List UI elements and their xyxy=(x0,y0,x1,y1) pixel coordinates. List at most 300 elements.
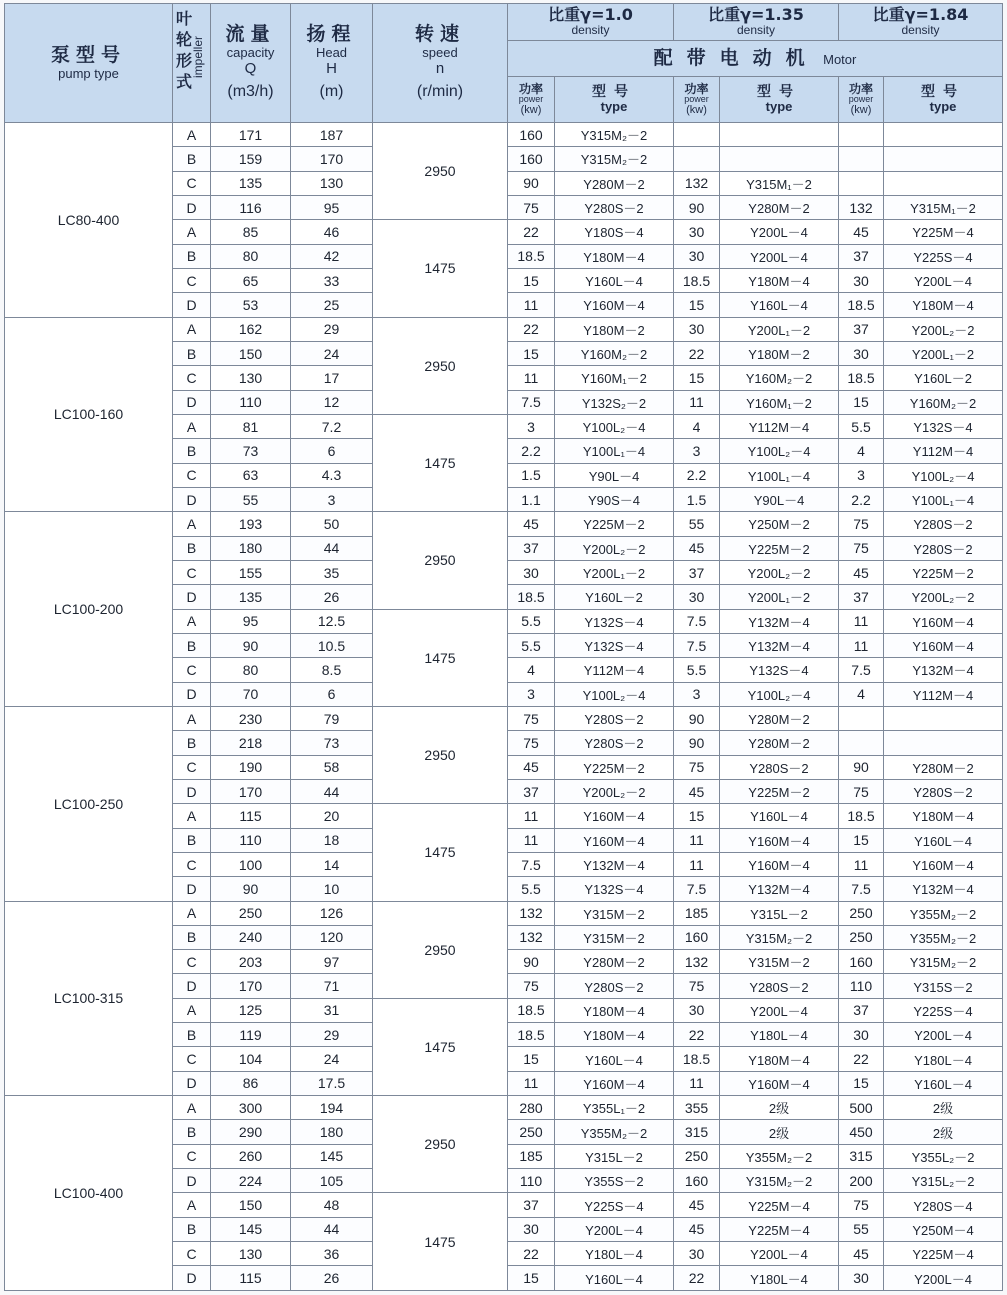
power-g3-cell xyxy=(839,147,884,171)
type-g1-cell: Y355L₁－2 xyxy=(555,1096,674,1120)
power-g3-cell: 30 xyxy=(839,1266,884,1291)
type-g3-cell: Y315L₂－2 xyxy=(884,1169,1003,1193)
type-g1-cell: Y280S－2 xyxy=(555,974,674,998)
speed-cell: 2950 xyxy=(373,901,508,998)
power-g3-cell: 15 xyxy=(839,828,884,852)
type-g2-cell: Y200L₂－2 xyxy=(720,560,839,584)
power-g3-cell: 110 xyxy=(839,974,884,998)
type-g2-cell: Y280M－2 xyxy=(720,706,839,730)
head-cell: 130 xyxy=(291,171,373,195)
type-g1-cell: Y180S－4 xyxy=(555,220,674,244)
impeller-cell: B xyxy=(173,731,211,755)
power-g2-cell: 15 xyxy=(674,804,720,828)
type-g1-cell: Y132S－4 xyxy=(555,633,674,657)
speed-cell: 1475 xyxy=(373,998,508,1095)
header-density-3: 比重γ=1.84 density xyxy=(839,4,1003,41)
power-g1-cell: 22 xyxy=(508,220,555,244)
power-g1-cell: 3 xyxy=(508,414,555,438)
flow-cell: 90 xyxy=(211,633,291,657)
type-g1-cell: Y180M－4 xyxy=(555,1023,674,1047)
flow-cell: 193 xyxy=(211,512,291,536)
type-g2-cell: Y315M₂－2 xyxy=(720,925,839,949)
power-g1-cell: 1.1 xyxy=(508,487,555,511)
type-g3-cell: Y315M₁－2 xyxy=(884,195,1003,219)
speed-cell: 2950 xyxy=(373,512,508,609)
impeller-cell: A xyxy=(173,414,211,438)
impeller-cell: C xyxy=(173,1242,211,1266)
power-g2-cell: 250 xyxy=(674,1144,720,1168)
head-cell: 145 xyxy=(291,1144,373,1168)
type-g3-cell: Y132S－4 xyxy=(884,414,1003,438)
flow-cell: 104 xyxy=(211,1047,291,1071)
type-g2-cell: Y160L－4 xyxy=(720,804,839,828)
power-g3-cell: 37 xyxy=(839,244,884,268)
power-g1-cell: 280 xyxy=(508,1096,555,1120)
flow-cell: 73 xyxy=(211,439,291,463)
head-cell: 14 xyxy=(291,852,373,876)
power-g1-cell: 22 xyxy=(508,1242,555,1266)
type-g2-cell: Y160M－4 xyxy=(720,1071,839,1095)
power-g1-cell: 90 xyxy=(508,171,555,195)
type-g2-cell: Y315M－2 xyxy=(720,950,839,974)
power-g3-cell: 132 xyxy=(839,195,884,219)
head-cell: 95 xyxy=(291,195,373,219)
header-type-1: 型号 type xyxy=(555,77,674,123)
flow-cell: 290 xyxy=(211,1120,291,1144)
type-g2-cell: Y225M－2 xyxy=(720,779,839,803)
power-g3-cell: 55 xyxy=(839,1217,884,1241)
power-g3-cell: 250 xyxy=(839,901,884,925)
head-cell: 71 xyxy=(291,974,373,998)
power-g2-cell: 30 xyxy=(674,244,720,268)
power-g1-cell: 185 xyxy=(508,1144,555,1168)
type-g2-cell: Y280M－2 xyxy=(720,195,839,219)
type-g1-cell: Y280M－2 xyxy=(555,171,674,195)
power-g1-cell: 37 xyxy=(508,1193,555,1217)
head-cell: 126 xyxy=(291,901,373,925)
type-g1-cell: Y132M－4 xyxy=(555,852,674,876)
impeller-cell: D xyxy=(173,487,211,511)
head-cell: 17.5 xyxy=(291,1071,373,1095)
head-cell: 4.3 xyxy=(291,463,373,487)
power-g1-cell: 11 xyxy=(508,1071,555,1095)
power-g3-cell: 250 xyxy=(839,925,884,949)
head-cell: 7.2 xyxy=(291,414,373,438)
speed-cell: 1475 xyxy=(373,220,508,317)
power-g3-cell: 4 xyxy=(839,439,884,463)
type-g3-cell: Y180M－4 xyxy=(884,804,1003,828)
impeller-cell: D xyxy=(173,779,211,803)
impeller-cell: C xyxy=(173,852,211,876)
type-g1-cell: Y315M₂－2 xyxy=(555,123,674,147)
table-header xyxy=(5,4,1003,123)
power-g2-cell: 160 xyxy=(674,1169,720,1193)
pump-model: LC80-400 xyxy=(5,123,173,318)
power-g1-cell: 2.2 xyxy=(508,439,555,463)
head-cell: 24 xyxy=(291,341,373,365)
power-g1-cell: 132 xyxy=(508,901,555,925)
speed-cell: 2950 xyxy=(373,123,508,220)
flow-cell: 150 xyxy=(211,341,291,365)
pump-type-en: pump type xyxy=(58,65,119,81)
flow-cell: 170 xyxy=(211,974,291,998)
type-g3-cell: Y280S－2 xyxy=(884,512,1003,536)
type-g1-cell: Y100L₂－4 xyxy=(555,682,674,706)
table-body xyxy=(5,123,1003,1291)
type-g2-cell: Y180M－2 xyxy=(720,341,839,365)
type-g3-cell: Y315S－2 xyxy=(884,974,1003,998)
type-g3-cell: Y112M－4 xyxy=(884,439,1003,463)
power-g1-cell: 11 xyxy=(508,804,555,828)
type-g2-cell: Y280M－2 xyxy=(720,731,839,755)
type-g2-cell: Y180M－4 xyxy=(720,1047,839,1071)
power-g1-cell: 3 xyxy=(508,682,555,706)
flow-cell: 81 xyxy=(211,414,291,438)
header-power-2: 功率 power (kw) xyxy=(674,77,720,123)
head-cell: 20 xyxy=(291,804,373,828)
flow-cell: 65 xyxy=(211,268,291,292)
type-g3-cell: Y200L₂－2 xyxy=(884,317,1003,341)
power-g3-cell: 90 xyxy=(839,755,884,779)
impeller-cell: A xyxy=(173,123,211,147)
speed-cell: 1475 xyxy=(373,609,508,706)
head-cell: 12.5 xyxy=(291,609,373,633)
impeller-cell: A xyxy=(173,706,211,730)
head-cell: 105 xyxy=(291,1169,373,1193)
type-g2-cell: Y100L₂－4 xyxy=(720,682,839,706)
type-g3-cell: Y200L₁－2 xyxy=(884,341,1003,365)
table-row xyxy=(5,706,1003,730)
type-g3-cell: Y280S－2 xyxy=(884,779,1003,803)
power-g1-cell: 37 xyxy=(508,536,555,560)
head-cell: 8.5 xyxy=(291,658,373,682)
type-g2-cell: Y200L－4 xyxy=(720,998,839,1022)
head-cell: 18 xyxy=(291,828,373,852)
type-g3-cell xyxy=(884,147,1003,171)
type-g3-cell: Y355M₂－2 xyxy=(884,901,1003,925)
power-g3-cell xyxy=(839,123,884,147)
type-g1-cell: Y160L－4 xyxy=(555,268,674,292)
head-cell: 36 xyxy=(291,1242,373,1266)
type-g2-cell: Y200L－4 xyxy=(720,1242,839,1266)
head-cell: 10 xyxy=(291,877,373,901)
head-cell: 170 xyxy=(291,147,373,171)
power-g2-cell: 355 xyxy=(674,1096,720,1120)
impeller-cell: B xyxy=(173,536,211,560)
type-g2-cell xyxy=(720,147,839,171)
power-g3-cell: 15 xyxy=(839,390,884,414)
type-g1-cell: Y315M－2 xyxy=(555,901,674,925)
power-g3-cell xyxy=(839,171,884,195)
type-g1-cell: Y280S－2 xyxy=(555,706,674,730)
type-g2-cell: 2级 xyxy=(720,1120,839,1144)
power-g1-cell: 110 xyxy=(508,1169,555,1193)
type-g2-cell: 2级 xyxy=(720,1096,839,1120)
impeller-cell: A xyxy=(173,901,211,925)
type-g3-cell: Y280S－2 xyxy=(884,536,1003,560)
type-g3-cell: Y200L－4 xyxy=(884,1023,1003,1047)
header-power-3: 功率 power (kw) xyxy=(839,77,884,123)
impeller-cell: D xyxy=(173,293,211,317)
flow-cell: 53 xyxy=(211,293,291,317)
power-g2-cell: 132 xyxy=(674,950,720,974)
power-g2-cell: 315 xyxy=(674,1120,720,1144)
flow-cell: 86 xyxy=(211,1071,291,1095)
head-cell: 120 xyxy=(291,925,373,949)
impeller-cell: A xyxy=(173,512,211,536)
flow-cell: 230 xyxy=(211,706,291,730)
power-g3-cell: 30 xyxy=(839,268,884,292)
type-g3-cell: Y225S－4 xyxy=(884,998,1003,1022)
type-g1-cell: Y280S－2 xyxy=(555,731,674,755)
type-g1-cell: Y160M－4 xyxy=(555,1071,674,1095)
type-g2-cell: Y100L₂－4 xyxy=(720,439,839,463)
power-g2-cell: 45 xyxy=(674,536,720,560)
flow-cell: 130 xyxy=(211,1242,291,1266)
type-g1-cell: Y132S－4 xyxy=(555,609,674,633)
pump-model: LC100-200 xyxy=(5,512,173,707)
power-g3-cell xyxy=(839,731,884,755)
power-g1-cell: 160 xyxy=(508,123,555,147)
table-row xyxy=(5,901,1003,925)
header-head: 扬程 Head H (m) xyxy=(291,4,373,123)
head-cell: 6 xyxy=(291,439,373,463)
power-g2-cell: 18.5 xyxy=(674,268,720,292)
table-row xyxy=(5,1096,1003,1120)
head-cell: 48 xyxy=(291,1193,373,1217)
impeller-cell: B xyxy=(173,147,211,171)
type-g2-cell: Y132S－4 xyxy=(720,658,839,682)
header-impeller xyxy=(173,4,211,123)
power-g2-cell: 132 xyxy=(674,171,720,195)
flow-cell: 125 xyxy=(211,998,291,1022)
impeller-cell: A xyxy=(173,317,211,341)
power-g1-cell: 7.5 xyxy=(508,852,555,876)
type-g2-cell: Y280S－2 xyxy=(720,755,839,779)
type-g3-cell: 2级 xyxy=(884,1096,1003,1120)
type-g2-cell: Y160M－4 xyxy=(720,852,839,876)
power-g2-cell: 90 xyxy=(674,195,720,219)
type-g3-cell: Y160L－4 xyxy=(884,1071,1003,1095)
power-g1-cell: 22 xyxy=(508,317,555,341)
power-g1-cell: 75 xyxy=(508,195,555,219)
type-g1-cell: Y315M－2 xyxy=(555,925,674,949)
impeller-cell: C xyxy=(173,171,211,195)
header-type-2: 型号 type xyxy=(720,77,839,123)
type-g2-cell: Y112M－4 xyxy=(720,414,839,438)
type-g3-cell: Y100L₂－4 xyxy=(884,463,1003,487)
type-g1-cell: Y100L₁－4 xyxy=(555,439,674,463)
type-g1-cell: Y160M－4 xyxy=(555,828,674,852)
power-g3-cell: 75 xyxy=(839,1193,884,1217)
power-g1-cell: 18.5 xyxy=(508,244,555,268)
power-g1-cell: 15 xyxy=(508,1266,555,1291)
power-g1-cell: 11 xyxy=(508,293,555,317)
flow-cell: 155 xyxy=(211,560,291,584)
flow-cell: 116 xyxy=(211,195,291,219)
flow-cell: 110 xyxy=(211,828,291,852)
power-g2-cell: 185 xyxy=(674,901,720,925)
type-g2-cell: Y225M－4 xyxy=(720,1193,839,1217)
impeller-cell: C xyxy=(173,950,211,974)
power-g3-cell: 75 xyxy=(839,536,884,560)
impeller-cell: A xyxy=(173,220,211,244)
type-g1-cell: Y160L－4 xyxy=(555,1047,674,1071)
power-g3-cell: 75 xyxy=(839,779,884,803)
type-g2-cell: Y160M－4 xyxy=(720,828,839,852)
power-g2-cell: 15 xyxy=(674,366,720,390)
power-g2-cell: 3 xyxy=(674,682,720,706)
head-cell: 3 xyxy=(291,487,373,511)
power-g2-cell: 45 xyxy=(674,1217,720,1241)
power-g2-cell: 55 xyxy=(674,512,720,536)
flow-cell: 171 xyxy=(211,123,291,147)
header-pump-type xyxy=(5,4,173,123)
power-g2-cell: 11 xyxy=(674,1071,720,1095)
head-cell: 26 xyxy=(291,1266,373,1291)
power-g1-cell: 132 xyxy=(508,925,555,949)
type-g3-cell: Y160L－2 xyxy=(884,366,1003,390)
power-g1-cell: 11 xyxy=(508,828,555,852)
type-g3-cell: Y132M－4 xyxy=(884,877,1003,901)
type-g1-cell: Y160M₁－2 xyxy=(555,366,674,390)
head-cell: 194 xyxy=(291,1096,373,1120)
type-g3-cell: Y180M－4 xyxy=(884,293,1003,317)
power-g1-cell: 1.5 xyxy=(508,463,555,487)
power-g3-cell: 18.5 xyxy=(839,293,884,317)
type-g3-cell: Y100L₁－4 xyxy=(884,487,1003,511)
type-g1-cell: Y112M－4 xyxy=(555,658,674,682)
power-g3-cell: 45 xyxy=(839,1242,884,1266)
type-g3-cell: Y225M－2 xyxy=(884,560,1003,584)
type-g1-cell: Y225S－4 xyxy=(555,1193,674,1217)
power-g2-cell: 22 xyxy=(674,1266,720,1291)
type-g3-cell: Y355M₂－2 xyxy=(884,925,1003,949)
type-g1-cell: Y160L－4 xyxy=(555,1266,674,1291)
type-g1-cell: Y180M－2 xyxy=(555,317,674,341)
flow-cell: 85 xyxy=(211,220,291,244)
type-g2-cell: Y180L－4 xyxy=(720,1023,839,1047)
power-g3-cell: 160 xyxy=(839,950,884,974)
speed-cell: 1475 xyxy=(373,804,508,901)
impeller-cell: D xyxy=(173,1071,211,1095)
power-g2-cell: 30 xyxy=(674,317,720,341)
type-g2-cell: Y200L₁－2 xyxy=(720,317,839,341)
speed-cell: 1475 xyxy=(373,414,508,511)
type-g3-cell: Y160M－4 xyxy=(884,609,1003,633)
power-g1-cell: 160 xyxy=(508,147,555,171)
header-density-2: 比重γ=1.35 density xyxy=(674,4,839,41)
type-g2-cell: Y200L₁－2 xyxy=(720,585,839,609)
power-g2-cell: 37 xyxy=(674,560,720,584)
type-g3-cell: Y280S－4 xyxy=(884,1193,1003,1217)
power-g2-cell: 7.5 xyxy=(674,609,720,633)
type-g2-cell: Y132M－4 xyxy=(720,877,839,901)
pump-model: LC100-160 xyxy=(5,317,173,512)
impeller-cell: A xyxy=(173,609,211,633)
impeller-cell: C xyxy=(173,1144,211,1168)
type-g2-cell: Y160L－4 xyxy=(720,293,839,317)
impeller-cell: C xyxy=(173,755,211,779)
power-g3-cell: 200 xyxy=(839,1169,884,1193)
power-g2-cell: 30 xyxy=(674,1242,720,1266)
power-g3-cell: 30 xyxy=(839,1023,884,1047)
header-power-1: 功率 power (kw) xyxy=(508,77,555,123)
impeller-cell: B xyxy=(173,633,211,657)
type-g2-cell: Y225M－2 xyxy=(720,536,839,560)
type-g1-cell: Y100L₂－4 xyxy=(555,414,674,438)
power-g2-cell: 7.5 xyxy=(674,877,720,901)
head-cell: 44 xyxy=(291,779,373,803)
type-g3-cell: Y200L－4 xyxy=(884,268,1003,292)
type-g3-cell: Y225M－4 xyxy=(884,1242,1003,1266)
power-g2-cell: 11 xyxy=(674,828,720,852)
power-g3-cell: 450 xyxy=(839,1120,884,1144)
type-g3-cell xyxy=(884,731,1003,755)
type-g1-cell: Y355S－2 xyxy=(555,1169,674,1193)
power-g2-cell: 11 xyxy=(674,852,720,876)
type-g3-cell: Y160L－4 xyxy=(884,828,1003,852)
type-g1-cell: Y160M₂－2 xyxy=(555,341,674,365)
head-cell: 44 xyxy=(291,1217,373,1241)
type-g1-cell: Y225M－2 xyxy=(555,755,674,779)
impeller-cell: D xyxy=(173,974,211,998)
power-g3-cell: 11 xyxy=(839,633,884,657)
flow-cell: 162 xyxy=(211,317,291,341)
type-g2-cell: Y200L－4 xyxy=(720,220,839,244)
power-g1-cell: 7.5 xyxy=(508,390,555,414)
impeller-cell: D xyxy=(173,1266,211,1291)
type-g3-cell: Y280M－2 xyxy=(884,755,1003,779)
power-g3-cell: 45 xyxy=(839,560,884,584)
power-g2-cell: 45 xyxy=(674,779,720,803)
power-g1-cell: 90 xyxy=(508,950,555,974)
type-g2-cell: Y315M₁－2 xyxy=(720,171,839,195)
head-cell: 46 xyxy=(291,220,373,244)
power-g1-cell: 18.5 xyxy=(508,1023,555,1047)
header-motor: 配带电动机 Motor xyxy=(508,41,1003,77)
type-g3-cell xyxy=(884,171,1003,195)
flow-cell: 260 xyxy=(211,1144,291,1168)
head-cell: 97 xyxy=(291,950,373,974)
type-g2-cell: Y225M－4 xyxy=(720,1217,839,1241)
head-cell: 10.5 xyxy=(291,633,373,657)
flow-cell: 55 xyxy=(211,487,291,511)
power-g2-cell: 75 xyxy=(674,755,720,779)
power-g1-cell: 30 xyxy=(508,560,555,584)
head-cell: 17 xyxy=(291,366,373,390)
flow-cell: 218 xyxy=(211,731,291,755)
power-g3-cell: 37 xyxy=(839,998,884,1022)
pump-model: LC100-250 xyxy=(5,706,173,901)
type-g3-cell: Y200L－4 xyxy=(884,1266,1003,1291)
power-g1-cell: 4 xyxy=(508,658,555,682)
power-g2-cell: 160 xyxy=(674,925,720,949)
head-cell: 187 xyxy=(291,123,373,147)
power-g1-cell: 75 xyxy=(508,731,555,755)
power-g2-cell: 2.2 xyxy=(674,463,720,487)
pump-type-cn: 泵型号 xyxy=(50,43,126,66)
power-g3-cell: 315 xyxy=(839,1144,884,1168)
type-g1-cell: Y315L－2 xyxy=(555,1144,674,1168)
flow-cell: 70 xyxy=(211,682,291,706)
power-g2-cell: 11 xyxy=(674,390,720,414)
type-g3-cell: Y315M₂－2 xyxy=(884,950,1003,974)
type-g1-cell: Y200L－4 xyxy=(555,1217,674,1241)
power-g2-cell xyxy=(674,147,720,171)
table-row xyxy=(5,317,1003,341)
power-g3-cell: 18.5 xyxy=(839,804,884,828)
